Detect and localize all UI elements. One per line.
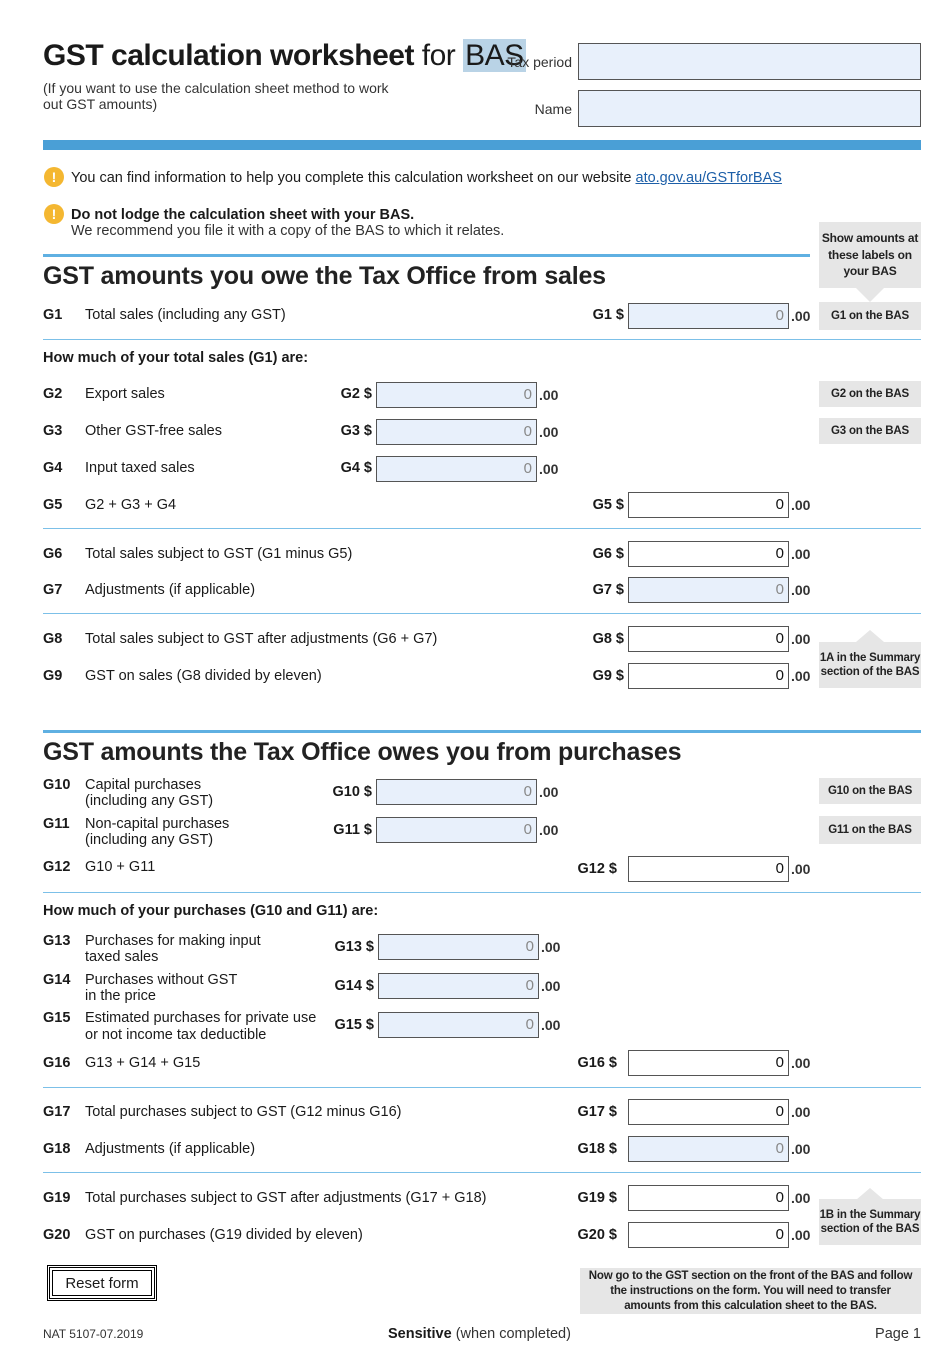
- field-label-g18: G18 $: [577, 1141, 617, 1157]
- row-code-g1: G1: [43, 307, 63, 323]
- g7-cents: .00: [791, 582, 811, 598]
- g3-cents: .00: [539, 424, 559, 440]
- reset-form-button[interactable]: Reset form: [47, 1265, 157, 1301]
- row-desc-g15: Estimated purchases for private use: [85, 1010, 317, 1026]
- purchases-section-title: GST amounts the Tax Office owes you from purchases: [43, 738, 682, 766]
- row-desc-g5: G2 + G3 + G4: [85, 497, 177, 513]
- row-desc-g17: Total purchases subject to GST (G12 minus G16): [85, 1104, 402, 1120]
- row-code-g7: G7: [43, 582, 63, 598]
- g17-cents: .00: [791, 1104, 811, 1120]
- row-code-g8: G8: [43, 631, 63, 647]
- row-code-g12: G12: [43, 859, 71, 875]
- field-label-g7: G7 $: [592, 582, 624, 598]
- row-desc-g12: G10 + G11: [85, 859, 156, 875]
- row-code-g17: G17: [43, 1104, 71, 1120]
- g13-amount-input[interactable]: 0: [378, 934, 539, 960]
- field-label-g1: G1 $: [592, 307, 624, 323]
- g19-cents: .00: [791, 1190, 811, 1206]
- field-label-g2: G2 $: [340, 386, 372, 402]
- g12-amount: 0: [628, 856, 789, 882]
- info-website: You can find information to help you complete this calculation worksheet on our website ato.gov.au/GSTforBAS: [71, 170, 782, 186]
- g9-amount: 0: [628, 663, 789, 689]
- row-desc-g9: GST on sales (G8 divided by eleven): [85, 668, 322, 684]
- row-desc-g2: Export sales: [85, 386, 165, 402]
- row-desc-g15-line2: or not income tax deductible: [85, 1027, 267, 1043]
- row-desc-g4: Input taxed sales: [85, 460, 195, 476]
- side-label-g11: G11 on the BAS: [819, 816, 921, 844]
- sidebar-pointer: [856, 288, 884, 302]
- row-desc-g14-line2: in the price: [85, 988, 156, 1004]
- g19-amount: 0: [628, 1185, 789, 1211]
- g17-amount: 0: [628, 1099, 789, 1125]
- tax-period-label: Tax period: [507, 54, 572, 70]
- row-desc-g10: Capital purchases: [85, 777, 202, 793]
- warning-icon: !: [44, 167, 64, 187]
- row-code-g9: G9: [43, 668, 63, 684]
- divider: [43, 613, 921, 614]
- row-desc-g10-line2: (including any GST): [85, 793, 214, 809]
- field-label-g12: G12 $: [577, 861, 617, 877]
- info-recommend: We recommend you file it with a copy of the BAS to which it relates.: [71, 223, 505, 239]
- row-desc-g6: Total sales subject to GST (G1 minus G5): [85, 546, 353, 562]
- purchases-subhead: How much of your purchases (G10 and G11) are:: [43, 903, 379, 919]
- sales-subhead: How much of your total sales (G1) are:: [43, 350, 309, 366]
- row-desc-g11: Non-capital purchases: [85, 816, 230, 832]
- row-code-g19: G19: [43, 1190, 71, 1206]
- row-code-g2: G2: [43, 386, 63, 402]
- row-code-g20: G20: [43, 1227, 71, 1243]
- row-code-g13: G13: [43, 933, 71, 949]
- g4-amount-input[interactable]: 0: [376, 456, 537, 482]
- side-label-g2: G2 on the BAS: [819, 381, 921, 407]
- field-label-g19: G19 $: [577, 1190, 617, 1206]
- field-label-g15: G15 $: [334, 1017, 374, 1033]
- side-label-1a: 1A in the Summary section of the BAS: [819, 642, 921, 688]
- g18-cents: .00: [791, 1141, 811, 1157]
- g20-cents: .00: [791, 1227, 811, 1243]
- row-code-g18: G18: [43, 1141, 71, 1157]
- g4-cents: .00: [539, 461, 559, 477]
- g12-cents: .00: [791, 861, 811, 877]
- row-desc-g13: Purchases for making input: [85, 933, 261, 949]
- g8-amount: 0: [628, 626, 789, 652]
- g14-cents: .00: [541, 978, 561, 994]
- g6-amount: 0: [628, 541, 789, 567]
- sidebar-header: Show amounts at these labels on your BAS: [819, 222, 921, 288]
- row-code-g6: G6: [43, 546, 63, 562]
- g16-amount: 0: [628, 1050, 789, 1076]
- g5-cents: .00: [791, 497, 811, 513]
- name-field[interactable]: [578, 90, 921, 127]
- info-do-not-lodge: Do not lodge the calculation sheet with your BAS.: [71, 207, 415, 223]
- page-subtitle: (If you want to use the calculation sheet method to work out GST amounts): [43, 80, 389, 112]
- field-label-g4: G4 $: [340, 460, 372, 476]
- g11-cents: .00: [539, 822, 559, 838]
- g15-amount-input[interactable]: 0: [378, 1012, 539, 1038]
- final-instructions: Now go to the GST section on the front of the BAS and follow the instructions on the form. You will need to transfer amounts from this calculation sheet to the BAS.: [580, 1268, 921, 1314]
- purchases-section-rule: [43, 730, 921, 733]
- row-desc-g7: Adjustments (if applicable): [85, 582, 256, 598]
- row-desc-g14: Purchases without GST: [85, 972, 238, 988]
- side-1a-pointer: [856, 630, 884, 642]
- field-label-g8: G8 $: [592, 631, 624, 647]
- row-code-g15: G15: [43, 1010, 71, 1026]
- header-divider: [43, 140, 921, 150]
- side-label-g3: G3 on the BAS: [819, 418, 921, 444]
- row-code-g11: G11: [43, 816, 70, 832]
- row-code-g16: G16: [43, 1055, 71, 1071]
- row-desc-g16: G13 + G14 + G15: [85, 1055, 201, 1071]
- divider: [43, 339, 921, 340]
- g8-cents: .00: [791, 631, 811, 647]
- g1-amount-input[interactable]: 0: [628, 303, 789, 329]
- g18-amount-input[interactable]: 0: [628, 1136, 789, 1162]
- row-desc-g19: Total purchases subject to GST after adjustments (G17 + G18): [85, 1190, 487, 1206]
- side-label-g10: G10 on the BAS: [819, 778, 921, 804]
- divider: [43, 892, 921, 893]
- row-desc-g13-line2: taxed sales: [85, 949, 159, 965]
- g7-amount-input[interactable]: 0: [628, 577, 789, 603]
- divider: [43, 1087, 921, 1088]
- g16-cents: .00: [791, 1055, 811, 1071]
- row-code-g4: G4: [43, 460, 63, 476]
- field-label-g20: G20 $: [577, 1227, 617, 1243]
- row-desc-g8: Total sales subject to GST after adjustments (G6 + G7): [85, 631, 438, 647]
- field-label-g11: G11 $: [333, 822, 372, 838]
- g10-cents: .00: [539, 784, 559, 800]
- g20-amount: 0: [628, 1222, 789, 1248]
- row-desc-g11-line2: (including any GST): [85, 832, 214, 848]
- field-label-g9: G9 $: [592, 668, 624, 684]
- field-label-g3: G3 $: [340, 423, 372, 439]
- field-label-g10: G10 $: [332, 784, 372, 800]
- name-label: Name: [534, 101, 572, 117]
- g14-amount-input[interactable]: 0: [378, 973, 539, 999]
- row-desc-g1: Total sales (including any GST): [85, 307, 286, 323]
- row-desc-g18: Adjustments (if applicable): [85, 1141, 256, 1157]
- field-label-g5: G5 $: [592, 497, 624, 513]
- page-title: GST calculation worksheet for BAS: [43, 39, 524, 72]
- side-label-g1: G1 on the BAS: [819, 302, 921, 330]
- g11-amount-input[interactable]: 0: [376, 817, 537, 843]
- g9-cents: .00: [791, 668, 811, 684]
- page-number: Page 1: [875, 1326, 921, 1342]
- divider: [43, 528, 921, 529]
- sales-section-rule: [43, 254, 810, 257]
- tax-period-field[interactable]: [578, 43, 921, 80]
- side-label-1b: 1B in the Summary section of the BAS: [819, 1199, 921, 1245]
- sensitivity-note: Sensitive (when completed): [388, 1326, 571, 1342]
- g15-cents: .00: [541, 1017, 561, 1033]
- row-desc-g3: Other GST-free sales: [85, 423, 222, 439]
- field-label-g6: G6 $: [592, 546, 624, 562]
- field-label-g16: G16 $: [577, 1055, 617, 1071]
- g2-amount-input[interactable]: 0: [376, 382, 537, 408]
- g6-cents: .00: [791, 546, 811, 562]
- row-code-g3: G3: [43, 423, 63, 439]
- g3-amount-input[interactable]: 0: [376, 419, 537, 445]
- warning-icon: !: [44, 204, 64, 224]
- website-link[interactable]: ato.gov.au/GSTforBAS: [635, 170, 782, 186]
- g5-amount: 0: [628, 492, 789, 518]
- row-code-g5: G5: [43, 497, 63, 513]
- g2-cents: .00: [539, 387, 559, 403]
- field-label-g17: G17 $: [577, 1104, 617, 1120]
- form-code: NAT 5107-07.2019: [43, 1327, 144, 1341]
- row-desc-g20: GST on purchases (G19 divided by eleven): [85, 1227, 363, 1243]
- field-label-g13: G13 $: [334, 939, 374, 955]
- g13-cents: .00: [541, 939, 561, 955]
- row-code-g10: G10: [43, 777, 71, 793]
- row-code-g14: G14: [43, 972, 71, 988]
- field-label-g14: G14 $: [334, 978, 374, 994]
- g10-amount-input[interactable]: 0: [376, 779, 537, 805]
- divider: [43, 1172, 921, 1173]
- g1-cents: .00: [791, 308, 811, 324]
- sales-section-title: GST amounts you owe the Tax Office from sales: [43, 262, 606, 290]
